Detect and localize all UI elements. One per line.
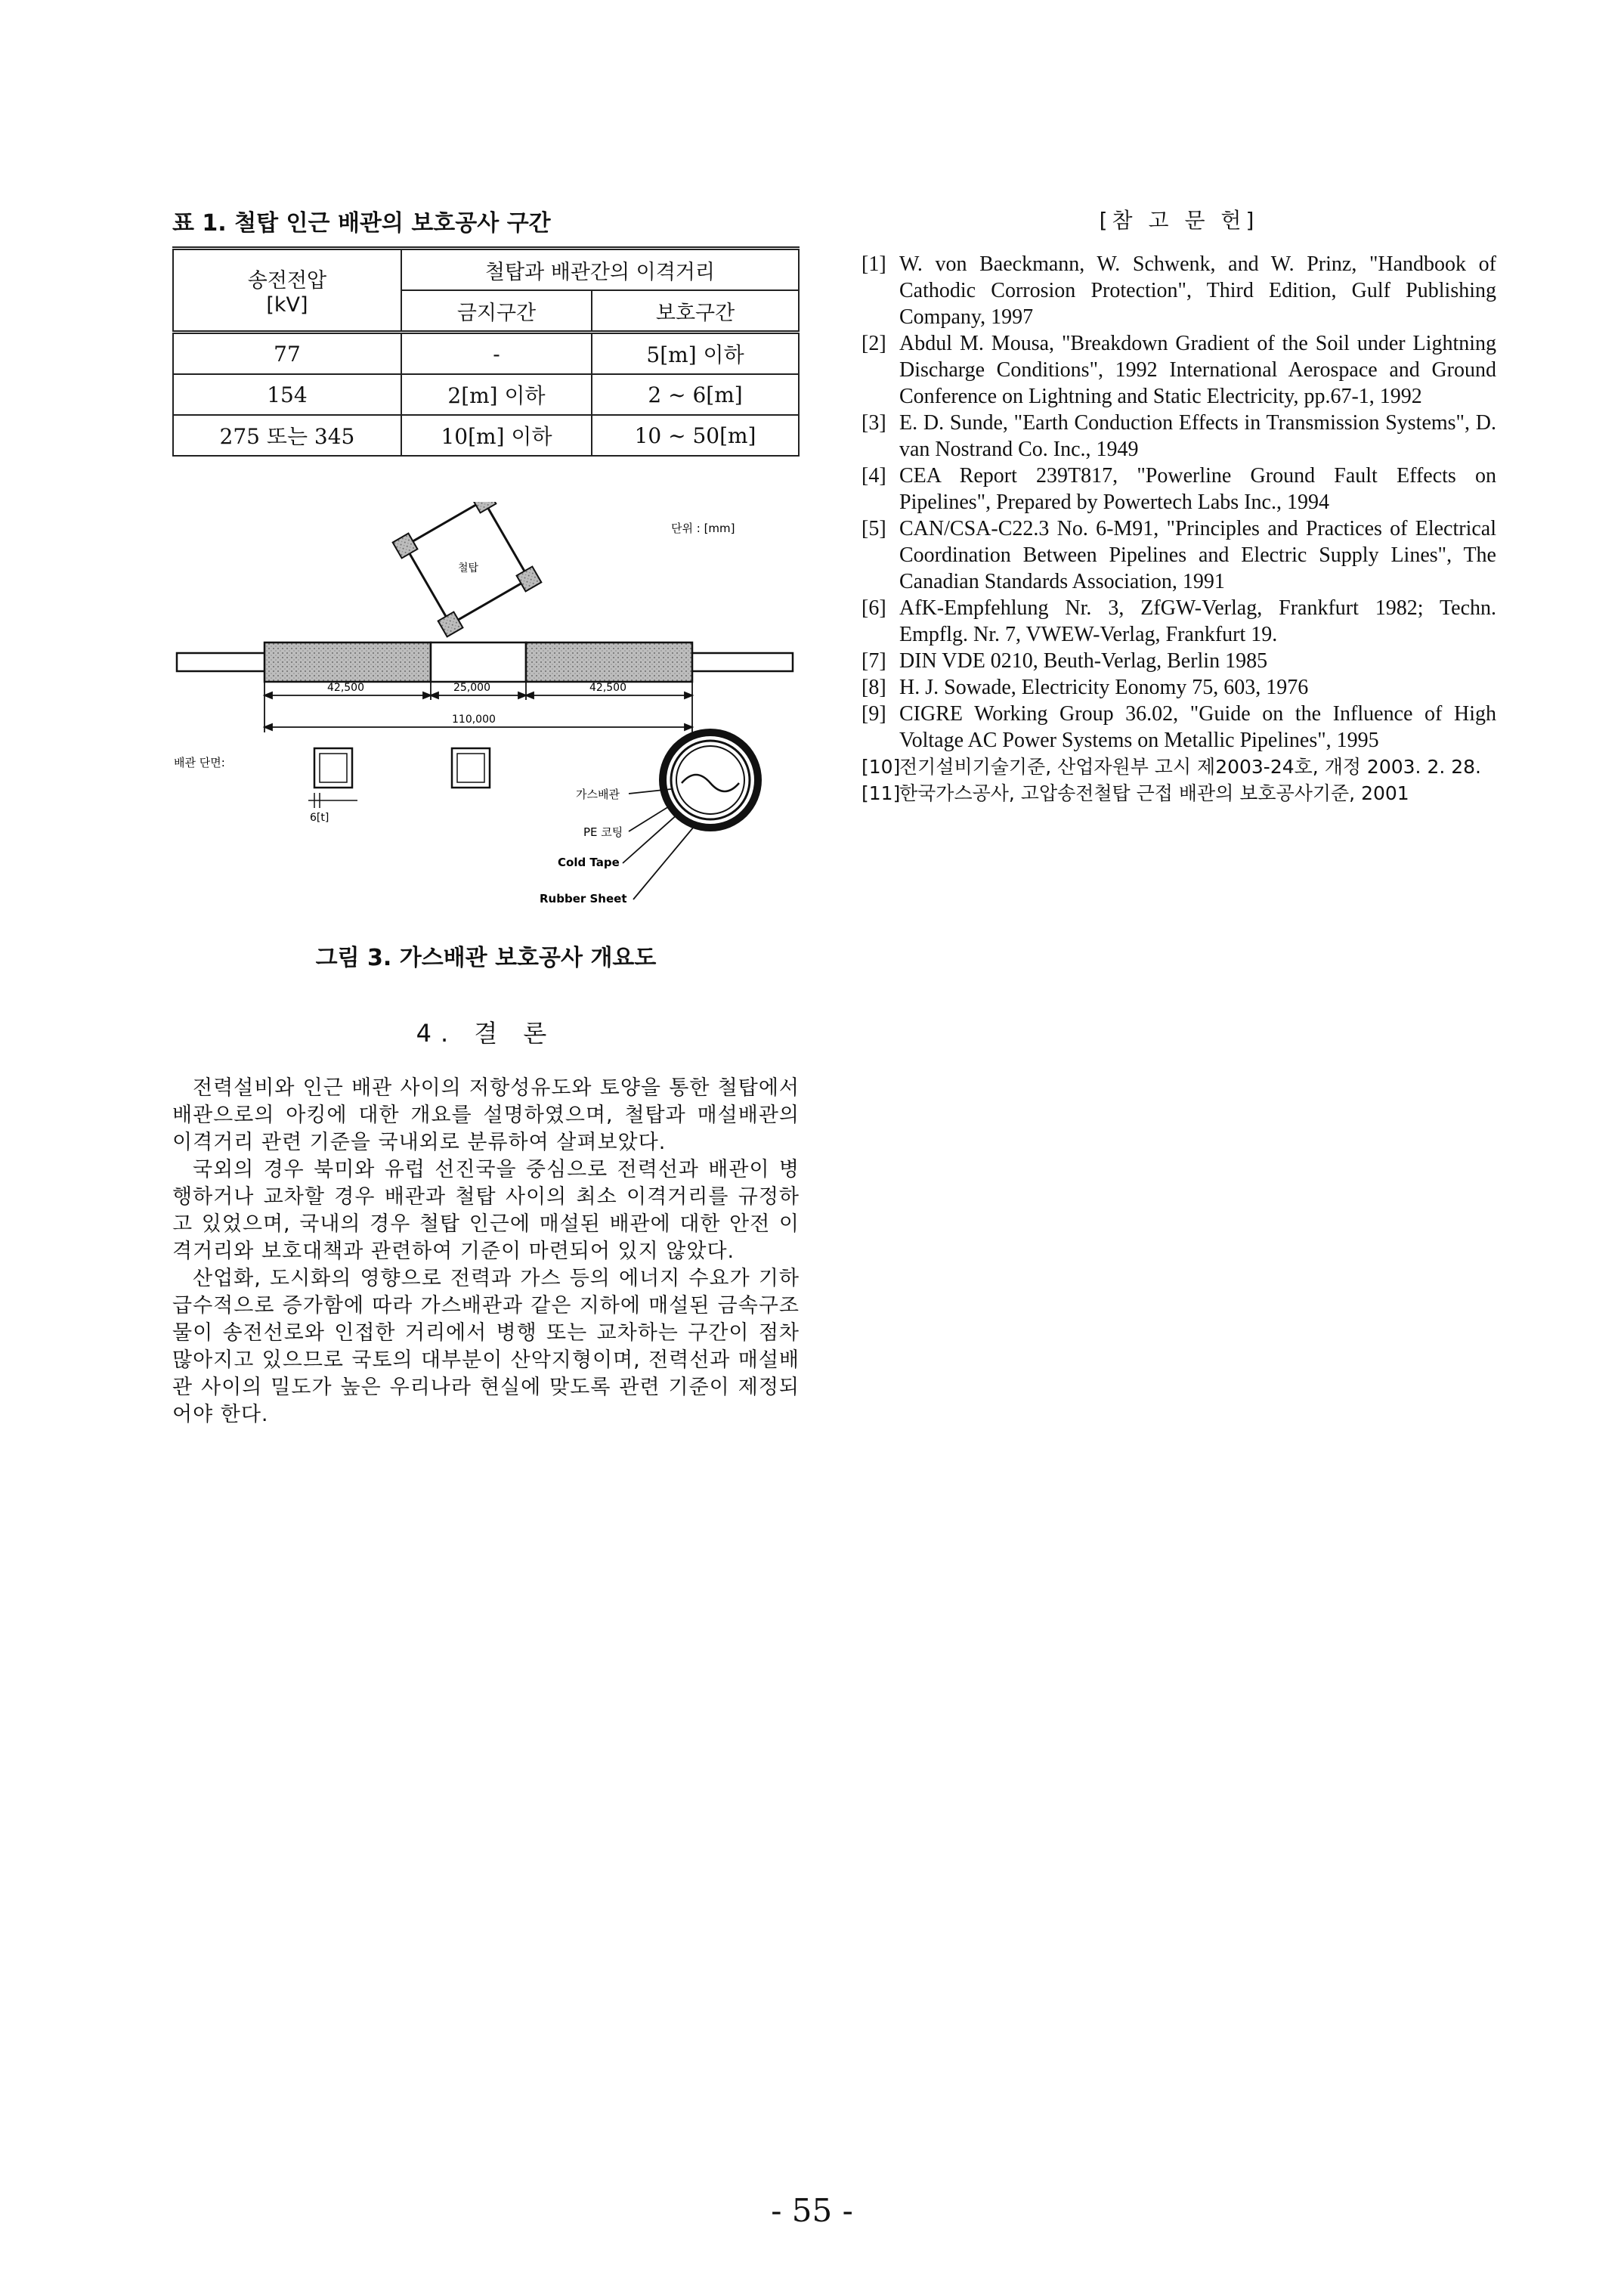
cell-voltage: 275 또는 345 xyxy=(173,415,401,456)
pipe-protection-figure xyxy=(172,502,800,971)
section-square-plain xyxy=(452,748,490,788)
reference-item xyxy=(861,754,1496,780)
unit-label: 단위 : [mm] xyxy=(671,522,735,535)
reference-item xyxy=(861,780,1496,806)
reference-number: [8] xyxy=(861,676,886,699)
reference-text: CIGRE Working Group 36.02, "Guide on the Influence of High Voltage AC Power Systems on Metallic Pipelines", 1995 xyxy=(899,702,1496,752)
reference-item xyxy=(861,595,1496,648)
label-gas-pipe: 가스배관 xyxy=(576,788,620,801)
dim-mid: 25,000 xyxy=(453,682,490,694)
cell-forbidden: 10[m] 이하 xyxy=(401,415,592,456)
reference-item xyxy=(861,410,1496,463)
header-voltage-unit: [kV] xyxy=(266,293,308,317)
references-title: [참 고 문 헌] xyxy=(1099,208,1259,233)
reference-item xyxy=(861,463,1496,515)
header-forbidden: 금지구간 xyxy=(401,290,592,333)
reference-item xyxy=(861,330,1496,410)
section-label: 배관 단면: xyxy=(174,756,225,769)
reference-item xyxy=(861,648,1496,674)
figure-caption: 그림 3. 가스배관 보호공사 개요도 xyxy=(315,945,657,971)
reference-text: CAN/CSA-C22.3 No. 6-M91, "Principles and Practices of Electrical Coordination Between Pipelines and Electric Supply Lines", The Canadian Standards Association, 1991 xyxy=(899,517,1496,593)
thickness-dim xyxy=(308,793,357,808)
reference-number: [11] xyxy=(861,782,901,804)
cell-forbidden: 2[m] 이하 xyxy=(401,374,592,415)
cell-protection: 2 ~ 6[m] xyxy=(592,374,799,415)
reference-number: [2] xyxy=(861,332,886,355)
header-voltage xyxy=(173,249,401,333)
reference-text: DIN VDE 0210, Beuth-Verlag, Berlin 1985 xyxy=(899,649,1268,673)
dim-right: 42,500 xyxy=(589,682,626,694)
header-voltage-label: 송전전압 xyxy=(247,269,327,293)
reference-number: [4] xyxy=(861,464,886,488)
figure-drawing xyxy=(172,502,800,971)
header-protection: 보호구간 xyxy=(592,290,799,333)
reference-number: [1] xyxy=(861,252,886,276)
right-column xyxy=(861,204,1496,806)
reference-number: [7] xyxy=(861,649,886,673)
reference-number: [5] xyxy=(861,517,886,540)
table-row xyxy=(173,415,799,456)
table-caption: 표 1. 철탑 인근 배관의 보호공사 구간 xyxy=(172,210,551,237)
thickness-label: 6[t] xyxy=(310,812,329,824)
label-rubber-sheet: Rubber Sheet xyxy=(540,892,627,906)
conclusion-paragraph: 산업화, 도시화의 영향으로 전력과 가스 등의 에너지 수요가 기하급수적으로 증가함에 따라 가스배관과 같은 지하에 매설된 금속구조물이 송전선로와 인접한 거리에서 병행 또는 교차하는 구간이 점차 많아지고 있으므로 국토의 대부분이 산악지형이며, 전력선과 매설배관 사이의 밀도가 높은 우리나라 현실에 맞도록 관련 기준이 제정되어야 한다. xyxy=(172,1267,800,1426)
cell-protection: 10 ~ 50[m] xyxy=(592,415,799,456)
dim-left: 42,500 xyxy=(327,682,364,694)
cell-voltage: 154 xyxy=(173,374,401,415)
reference-text: CEA Report 239T817, "Powerline Ground Fault Effects on Pipelines", Prepared by Powertech Labs Inc., 1994 xyxy=(899,464,1496,514)
table-row xyxy=(173,333,799,375)
pipe-elevation xyxy=(177,642,793,682)
reference-list xyxy=(861,251,1496,806)
reference-number: [9] xyxy=(861,702,886,726)
page-number: - 55 - xyxy=(771,2192,853,2229)
cell-forbidden: - xyxy=(401,333,592,375)
conclusion-paragraph: 전력설비와 인근 배관 사이의 저항성유도와 토양을 통한 철탑에서 배관으로의 아킹에 대한 개요를 설명하였으며, 철탑과 매설배관의 이격거리 관련 기준을 국내외로 분류하여 살펴보았다. xyxy=(172,1076,800,1154)
pipe-cross-section xyxy=(659,729,762,831)
reference-item xyxy=(861,701,1496,754)
label-cold-tape: Cold Tape xyxy=(558,856,620,869)
reference-text: AfK-Empfehlung Nr. 3, ZfGW-Verlag, Frankfurt 1982; Techn. Empflg. Nr. 7, VWEW-Verlag, Frankfurt 19. xyxy=(899,596,1496,646)
reference-text: E. D. Sunde, "Earth Conduction Effects in Transmission Systems", D. van Nostrand Co. Inc., 1949 xyxy=(899,411,1496,461)
reference-number: [3] xyxy=(861,411,886,435)
dim-total: 110,000 xyxy=(452,714,496,726)
table-row xyxy=(173,374,799,415)
reference-text: W. von Baeckmann, W. Schwenk, and W. Prinz, "Handbook of Cathodic Corrosion Protection", Third Edition, Gulf Publishing Company, 1997 xyxy=(899,252,1496,329)
reference-item xyxy=(861,674,1496,701)
tower-label: 철탑 xyxy=(458,562,479,574)
conclusion-title: 4. 결 론 xyxy=(416,1019,556,1048)
reference-number: [10] xyxy=(861,756,901,778)
reference-item xyxy=(861,251,1496,330)
reference-text: 한국가스공사, 고압송전철탑 근접 배관의 보호공사기준, 2001 xyxy=(899,782,1409,804)
reference-text: Abdul M. Mousa, "Breakdown Gradient of the Soil under Lightning Discharge Conditions", 1992 International Aerospace and Ground Conference on Lightning and Static Electricity, pp.67-1, 1992 xyxy=(899,332,1496,408)
conclusion-paragraph: 국외의 경우 북미와 유럽 선진국을 중심으로 전력선과 배관이 병행하거나 교차할 경우 배관과 철탑 사이의 최소 이격거리를 규정하고 있었으며, 국내의 경우 철탑 인근에 매설된 배관에 대한 안전 이격거리와 보호대책과 관련하여 기준이 마련되어 있지 않았다. xyxy=(172,1158,800,1263)
reference-text: 전기설비기술기준, 산업자원부 고시 제2003-24호, 개정 2003. 2. 28. xyxy=(899,756,1482,778)
left-column xyxy=(172,204,800,1429)
section-square-hatched xyxy=(314,748,352,788)
cell-voltage: 77 xyxy=(173,333,401,375)
cell-protection: 5[m] 이하 xyxy=(592,333,799,375)
conclusion-body xyxy=(172,1075,800,1429)
protection-table xyxy=(172,246,800,457)
label-pe-coating: PE 코팅 xyxy=(583,825,623,839)
reference-number: [6] xyxy=(861,596,886,620)
reference-item xyxy=(861,515,1496,595)
reference-text: H. J. Sowade, Electricity Eonomy 75, 603, 1976 xyxy=(899,676,1309,699)
header-distance: 철탑과 배관간의 이격거리 xyxy=(401,249,799,291)
